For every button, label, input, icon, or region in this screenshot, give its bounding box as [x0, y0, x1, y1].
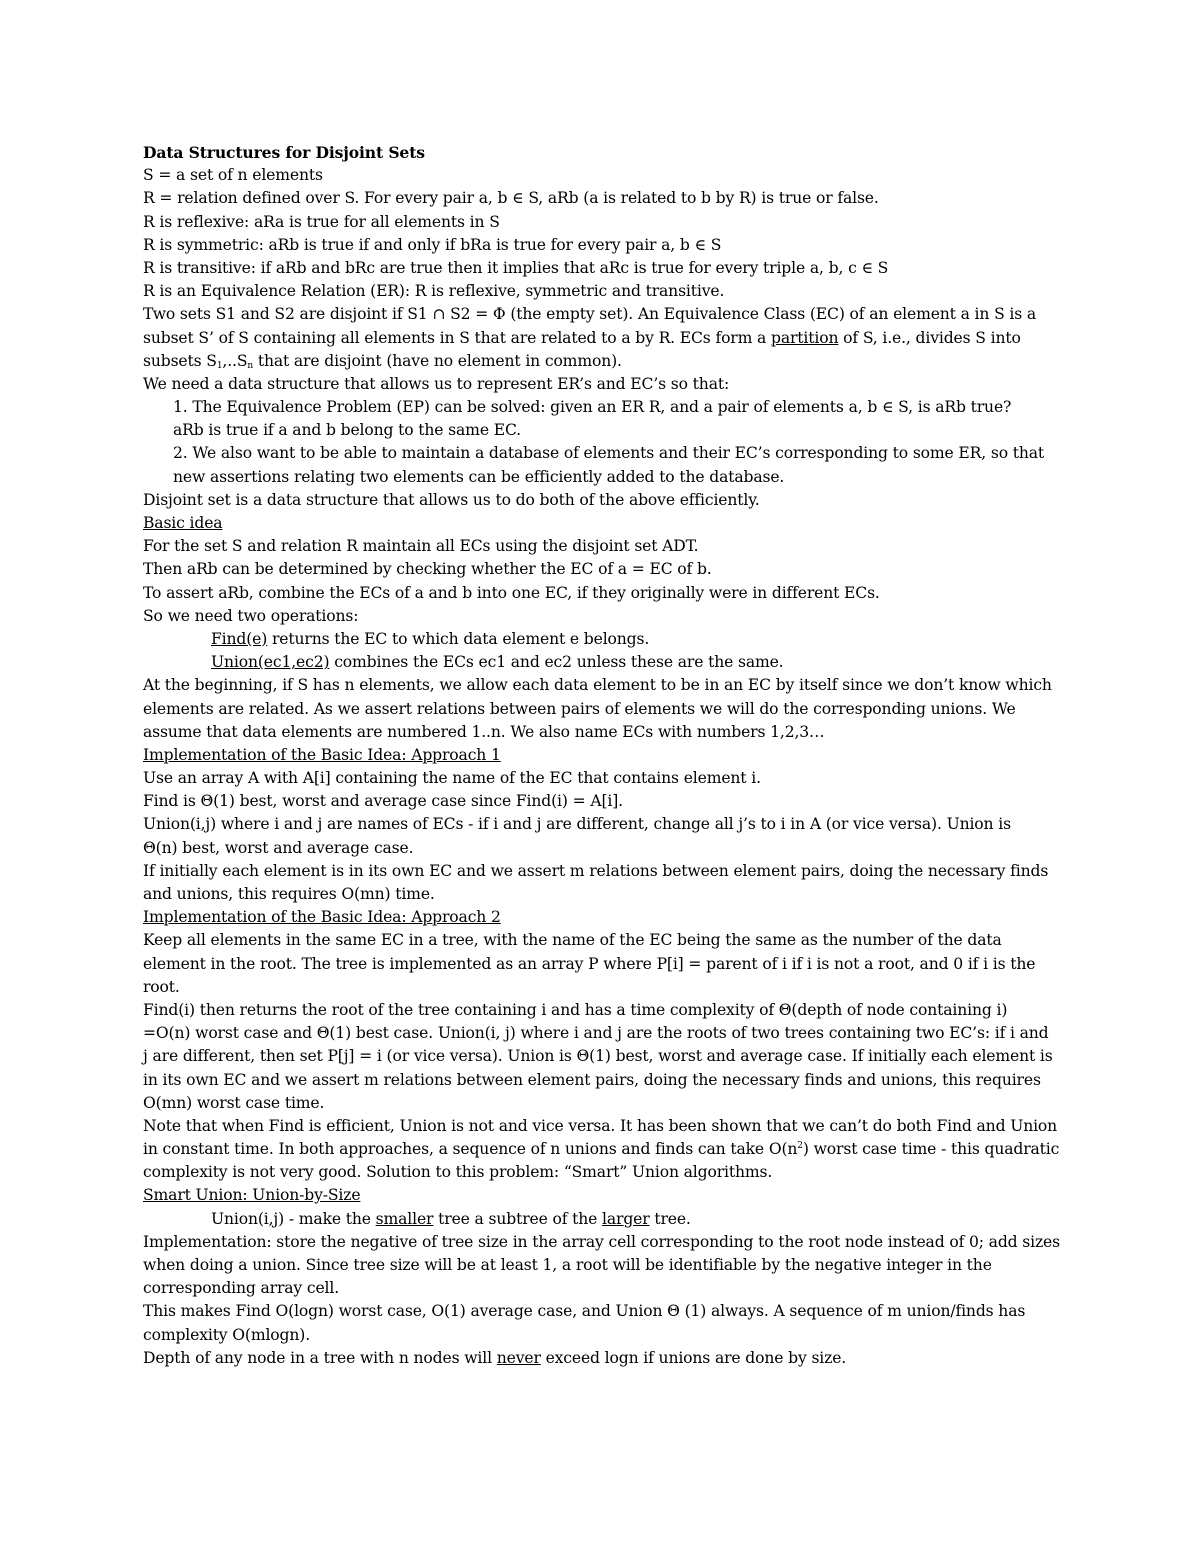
text-line: element in the root. The tree is implemented as an array P where P[i] = parent of i if i is not a root, and 0 if i is the [143, 954, 1036, 973]
text-span: ,..S [222, 351, 248, 370]
text-line: =O(n) worst case and Θ(1) best case. Union(i, j) where i and j are the roots of two trees containing two EC’s: if i and [143, 1024, 1049, 1043]
text-line: Union(i,j) where i and j are names of ECs - if i and j are different, change all j’s to i in A (or vice versa). Union is [143, 815, 1011, 834]
text-line: So we need two operations: [143, 606, 359, 625]
text-line: At the beginning, if S has n elements, we allow each data element to be in an EC by itself since we don’t know which [143, 676, 1052, 695]
text-span: in constant time. In both approaches, a sequence of n unions and finds can take O(n [143, 1140, 798, 1159]
subscript: 1 [216, 360, 223, 371]
text-line: when doing a union. Since tree size will be at least 1, a root will be identifiable by the negative integer in the [143, 1256, 992, 1274]
operation-union [143, 651, 1063, 674]
text-line: R is reflexive: aRa is true for all elements in S [143, 212, 500, 231]
text-line [143, 1347, 1063, 1370]
section-heading-approach-2 [143, 906, 1063, 929]
underlined-term: never [496, 1348, 541, 1367]
document-body [143, 141, 1063, 1370]
text-line: R = relation defined over S. For every pair a, b ∈ S, aRb (a is related to b by R) is true or false. [143, 189, 879, 208]
section-heading-smart-union [143, 1184, 1063, 1207]
text-line: root. [143, 977, 180, 996]
text-span: tree a subtree of the [433, 1209, 603, 1228]
operation-find [143, 628, 1063, 651]
text-span: subsets S [143, 351, 217, 370]
section-heading-approach-1 [143, 744, 1063, 767]
subscript: n [247, 360, 254, 371]
text-line: elements are related. As we assert relations between pairs of elements we will do the corresponding unions. We [143, 699, 1016, 718]
text-line: Θ(n) best, worst and average case. [143, 838, 414, 857]
list-item-continuation: aRb is true if a and b belong to the same EC. [173, 421, 521, 440]
text-line: Note that when Find is efficient, Union is not and vice versa. It has been shown that we can’t do both Find and Union [143, 1116, 1058, 1135]
text-line: Find(i) then returns the root of the tree containing i and has a time complexity of Θ(depth of node containing i) [143, 1000, 1008, 1019]
text-line: This makes Find O(logn) worst case, O(1) average case, and Union Θ (1) always. A sequence of m union/finds has [143, 1302, 1026, 1321]
heading-text: Basic idea [143, 514, 223, 532]
text-line: and unions, this requires O(mn) time. [143, 885, 435, 903]
text-line: O(mn) worst case time. [143, 1093, 325, 1112]
text-line: Then aRb can be determined by checking whether the EC of a = EC of b. [143, 560, 712, 579]
text-line: complexity O(mlogn). [143, 1325, 311, 1344]
text-span: that are disjoint (have no element in common). [253, 351, 622, 370]
document-title: Data Structures for Disjoint Sets [143, 143, 425, 162]
text-line: R is an Equivalence Relation (ER): R is reflexive, symmetric and transitive. [143, 282, 725, 301]
text-line: Keep all elements in the same EC in a tree, with the name of the EC being the same as the number of the data [143, 931, 1002, 950]
text-line: Implementation: store the negative of tree size in the array cell corresponding to the root node instead of 0; add sizes [143, 1232, 1060, 1251]
text-line: in its own EC and we assert m relations between element pairs, doing the necessary finds and unions, this requires [143, 1070, 1041, 1089]
text-line: R is transitive: if aRb and bRc are true then it implies that aRc is true for every triple a, b, c ∈ S [143, 258, 889, 277]
text-span: of S, i.e., divides S into [838, 328, 1021, 347]
text-span: tree. [649, 1209, 691, 1228]
heading-text: Smart Union: Union-by-Size [143, 1186, 361, 1205]
underlined-term: larger [602, 1209, 650, 1228]
text-line [143, 1138, 1063, 1161]
text-line: To assert aRb, combine the ECs of a and b into one EC, if they originally were in different ECs. [143, 583, 880, 602]
text-line: Two sets S1 and S2 are disjoint if S1 ∩ S2 = Φ (the empty set). An Equivalence Class (EC) of an element a in S is a [143, 305, 1037, 324]
text-line: assume that data elements are numbered 1..n. We also name ECs with numbers 1,2,3… [143, 722, 825, 741]
union-by-size-rule [143, 1208, 1063, 1231]
text-span: exceed logn if unions are done by size. [540, 1348, 847, 1367]
text-line: For the set S and relation R maintain all ECs using the disjoint set ADT. [143, 537, 699, 556]
text-line [143, 350, 1063, 373]
text-line: We need a data structure that allows us to represent ER’s and EC’s so that: [143, 374, 730, 393]
text-span: Union(i,j) - make the [211, 1209, 376, 1228]
text-span: Depth of any node in a tree with n nodes will [143, 1348, 497, 1367]
text-line [143, 327, 1063, 350]
underlined-term: partition [771, 328, 839, 347]
underlined-term: Union(ec1,ec2) [211, 653, 330, 672]
text-line: Find is Θ(1) best, worst and average case since Find(i) = A[i]. [143, 792, 623, 811]
text-line: R is symmetric: aRb is true if and only if bRa is true for every pair a, b ∈ S [143, 235, 722, 254]
text-line: corresponding array cell. [143, 1279, 340, 1298]
text-line: j are different, then set P[j] = i (or vice versa). Union is Θ(1) best, worst and average case. If initially each element is [143, 1047, 1053, 1066]
text-line: If initially each element is in its own EC and we assert m relations between element pairs, doing the necessary finds [143, 861, 1049, 880]
list-item: 1. The Equivalence Problem (EP) can be solved: given an ER R, and a pair of elements a, b ∈ S, is aRb true? [173, 398, 1012, 417]
text-line: complexity is not very good. Solution to this problem: “Smart” Union algorithms. [143, 1163, 773, 1182]
text-span: ) worst case time - this quadratic [802, 1140, 1060, 1159]
superscript: 2 [797, 1141, 803, 1152]
section-heading-basic-idea [143, 512, 1063, 535]
text-line: Disjoint set is a data structure that allows us to do both of the above efficiently. [143, 490, 760, 509]
list-item-continuation: new assertions relating two elements can be efficiently added to the database. [173, 467, 785, 486]
underlined-term: smaller [375, 1209, 434, 1228]
text-span: returns the EC to which data element e belongs. [267, 629, 650, 648]
text-line: S = a set of n elements [143, 166, 323, 185]
list-item: 2. We also want to be able to maintain a database of elements and their EC’s corresponding to some ER, so that [173, 444, 1045, 463]
text-line: Use an array A with A[i] containing the name of the EC that contains element i. [143, 769, 761, 788]
text-span: combines the ECs ec1 and ec2 unless these are the same. [329, 653, 784, 672]
underlined-term: Find(e) [211, 629, 268, 648]
text-span: subset S’ of S containing all elements in S that are related to a by R. ECs form a [143, 328, 772, 347]
heading-text: Implementation of the Basic Idea: Approach 1 [143, 745, 501, 764]
heading-text: Implementation of the Basic Idea: Approach 2 [143, 908, 501, 927]
